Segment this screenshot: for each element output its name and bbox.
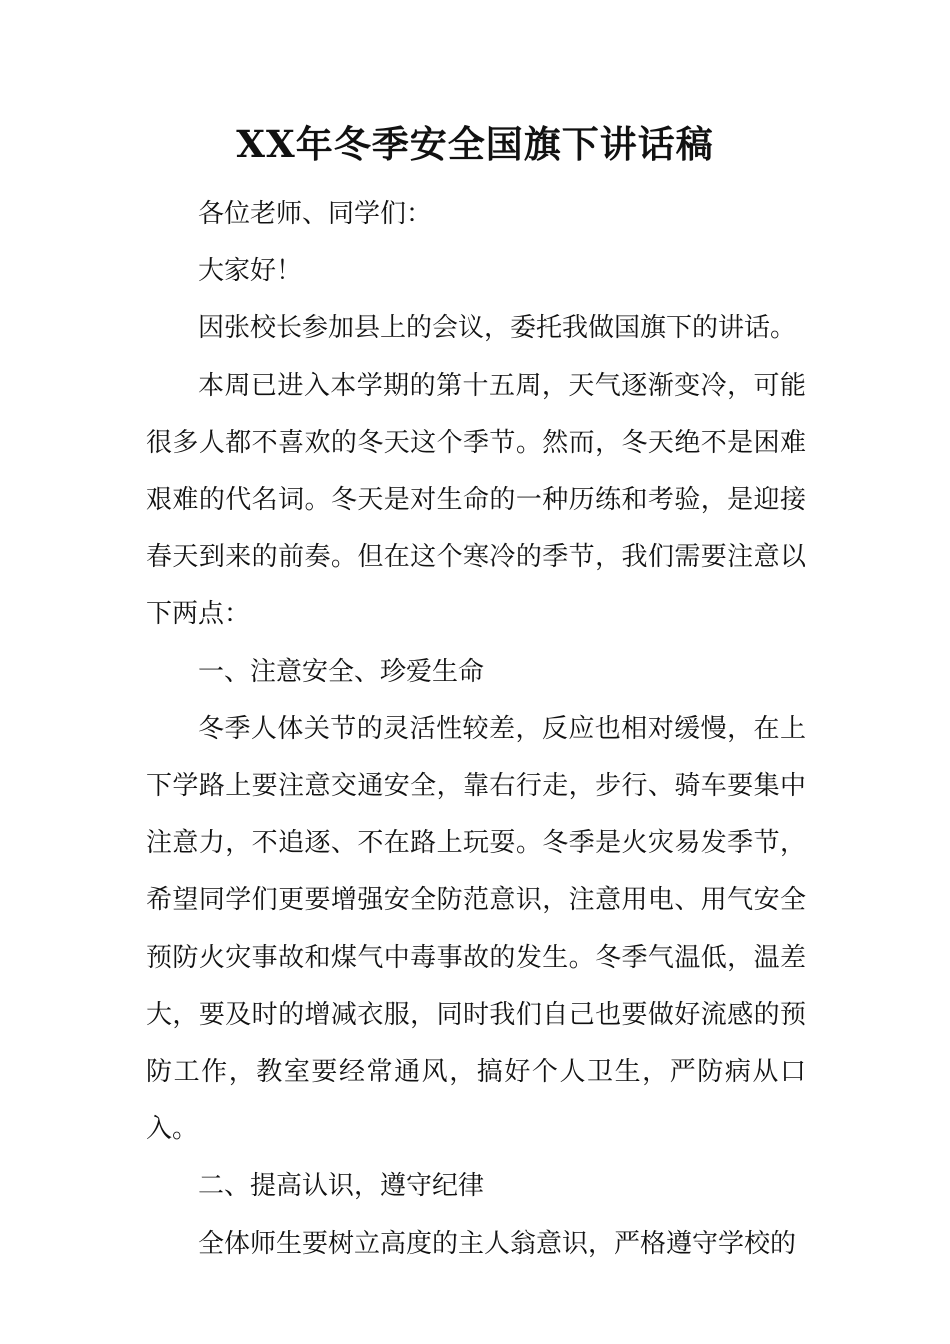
- document-title: XX年冬季安全国旗下讲话稿: [236, 122, 714, 166]
- section-heading-2: 二、提高认识，遵守纪律: [198, 1171, 485, 1202]
- body-paragraph: 全体师生要树立高度的主人翁意识，严格遵守学校的: [198, 1228, 797, 1259]
- body-paragraph: 本周已进入本学期的第十五周，天气逐渐变冷，可能很多人都不喜欢的冬天这个季节。然而，冬天绝不是困难艰难的代名词。冬天是对生命的一种历练和考验，是迎接春天到来的前奏。但在这个寒冷的季节，我们需要注意以下两点：: [146, 370, 806, 630]
- section-heading-1: 一、注意安全、珍爱生命: [198, 656, 485, 687]
- greeting: 大家好！: [198, 256, 303, 287]
- body-paragraph: 冬季人体关节的灵活性较差，反应也相对缓慢，在上下学路上要注意交通安全，靠右行走，步行、骑车要集中注意力，不追逐、不在路上玩耍。冬季是火灾易发季节，希望同学们更要增强安全防范意识，注意用电、用气安全预防火灾事故和煤气中毒事故的发生。冬季气温低，温差大，要及时的增减衣服，同时我们自己也要做好流感的预防工作，教室要经常通风，搞好个人卫生，严防病从口入。: [146, 713, 806, 1145]
- intro-paragraph: 因张校长参加县上的会议，委托我做国旗下的讲话。: [198, 313, 797, 344]
- document-body: [146, 186, 806, 1273]
- salutation: 各位老师、同学们：: [198, 199, 433, 229]
